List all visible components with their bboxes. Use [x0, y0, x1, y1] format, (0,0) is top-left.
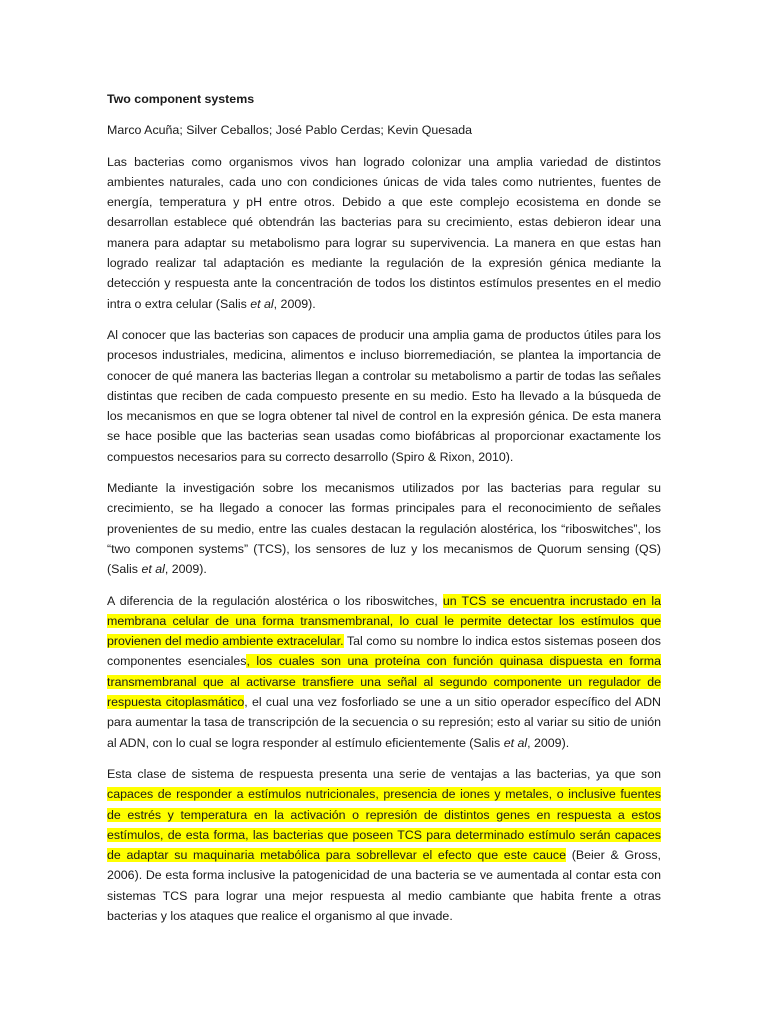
body-paragraph [107, 152, 661, 314]
paragraph-text: Esta clase de sistema de respuesta presenta una serie de ventajas a las bacterias, ya que son [107, 766, 661, 781]
body-paragraph [107, 764, 661, 926]
highlighted-text: , los cuales son una proteína con función quinasa dispuesta en forma transmembranal que al activarse transfiere una señal al segundo componente un regulador de respuesta citoplasmático [107, 654, 661, 710]
italic-text: et al [141, 562, 165, 577]
highlighted-text: capaces de responder a estímulos nutricionales, presencia de iones y metales, o inclusive fuentes de estrés y temperatura en la activación o represión de distintos genes en respuesta a estos estímulos, de esta forma, las bacterias que poseen TCS para determinado estímulo serán capaces de adaptar su maquinaria metabólica para sobrellevar el efecto que este cauce [107, 787, 661, 863]
paragraph-text: Al conocer que las bacterias son capaces de producir una amplia gama de productos útiles para los procesos industriales, medicina, alimentos e incluso biorremediación, se plantea la importancia de conocer de qué manera las bacterias llegan a controlar su metabolismo a partir de todas las señales distintas que reciben de cada compuesto presente en su medio. Esto ha llevado a la búsqueda de los mecanismos en que se logra obtener tal nivel de control en la expresión génica. De esta manera se hace posible que las bacterias sean usadas como biofábricas al proporcionar exactamente los compuestos necesarios para su correcto desarrollo (Spiro & Rixon, 2010). [107, 327, 661, 464]
body-paragraph [107, 325, 661, 467]
body-paragraph [107, 591, 661, 753]
document-body [107, 89, 661, 937]
document-title: Two component systems [107, 92, 255, 106]
paragraph-text: Mediante la investigación sobre los mecanismos utilizados por las bacterias para regular su crecimiento, se ha llegado a conocer las formas principales para el reconocimiento de señales provenientes de su medio, entre las cuales destacan la regulación alostérica, los “riboswitches”, los “two componen systems” (TCS), los sensores de luz y los mecanismos de Quorum sensing (QS) (Salis [107, 481, 661, 577]
italic-text: et al [250, 296, 274, 311]
highlighted-text: un TCS se encuentra incrustado en la membrana celular de una forma transmembranal, lo cual le permite detectar los estímulos que provienen del medio ambiente extracelular. [107, 593, 661, 649]
paragraph-text: , el cual una vez fosforliado se une a un sitio operador específico del ADN para aumentar la tasa de transcripción de la secuencia o su represión; esto al variar su sitio de unión al ADN, con lo cual se logra responder al estímulo eficientemente (Salis [107, 695, 661, 750]
body-paragraph [107, 478, 661, 579]
paragraph-text: , 2009). [527, 735, 570, 750]
paragraph-text: (Beier & Gross, 2006). De esta forma inclusive la patogenicidad de una bacteria se ve aumentada al contar esta con sistemas TCS para lograr una mejor respuesta al medio cambiante que habita frente a otras bacterias y los ataques que realice el organismo al que invade. [107, 848, 661, 923]
paragraph-text: , 2009). [164, 562, 207, 577]
italic-text: et al [503, 735, 528, 750]
author-list: Marco Acuña; Silver Ceballos; José Pablo Cerdas; Kevin Quesada [107, 123, 473, 138]
paragraph-text: A diferencia de la regulación alostérica o los riboswitches, [107, 593, 443, 608]
paragraph-text: , 2009). [273, 296, 316, 311]
paragraph-text: Las bacterias como organismos vivos han logrado colonizar una amplia variedad de distintos ambientes naturales, cada uno con condiciones únicas de vida tales como nutrientes, fuentes de energía, temperatura y pH entre otros. Debido a que este complejo ecosistema en donde se desarrollan establece qué obtendrán las bacterias para su crecimiento, estas debieron idear una manera para adaptar su metabolismo para lograr su supervivencia. La manera en que estas han logrado realizar tal adaptación es mediante la regulación de la expresión génica mediante la detección y respuesta ante la concentración de todos los distintos estímulos presentes en el medio intra o extra celular (Salis [107, 154, 661, 311]
paragraph-text: Tal como su nombre lo indica estos sistemas poseen dos componentes esenciales [107, 634, 661, 669]
paragraph-list [107, 152, 661, 927]
